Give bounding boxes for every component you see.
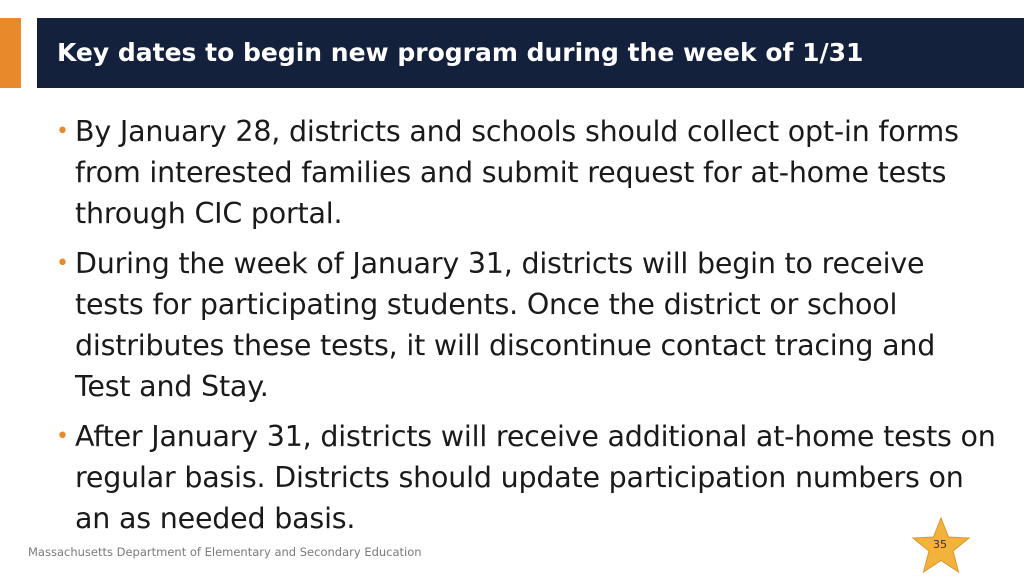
bullet-marker: • [56, 119, 69, 144]
bullet-list [56, 111, 996, 548]
bullet-text: After January 31, districts will receive additional at-home tests on regular basis. Districts should update participation numbers on an as needed basis. [75, 420, 996, 535]
slide-title: Key dates to begin new program during the week of 1/31 [57, 38, 864, 67]
bullet-marker: • [56, 251, 69, 276]
bullet-marker: • [56, 424, 69, 449]
bullet-item [56, 243, 996, 407]
title-bar [37, 18, 1024, 88]
title-accent-bar [0, 18, 21, 88]
bullet-text: By January 28, districts and schools should collect opt-in forms from interested families and submit request for at-home tests through CIC portal. [75, 115, 959, 230]
bullet-item [56, 111, 996, 234]
footer-organization: Massachusetts Department of Elementary and Secondary Education [28, 545, 422, 559]
page-number: 35 [933, 538, 947, 551]
bullet-item [56, 416, 996, 539]
bullet-text: During the week of January 31, districts will begin to receive tests for participating students. Once the district or school distributes these tests, it will discontinue contact tracing and Test and Stay. [75, 247, 936, 403]
